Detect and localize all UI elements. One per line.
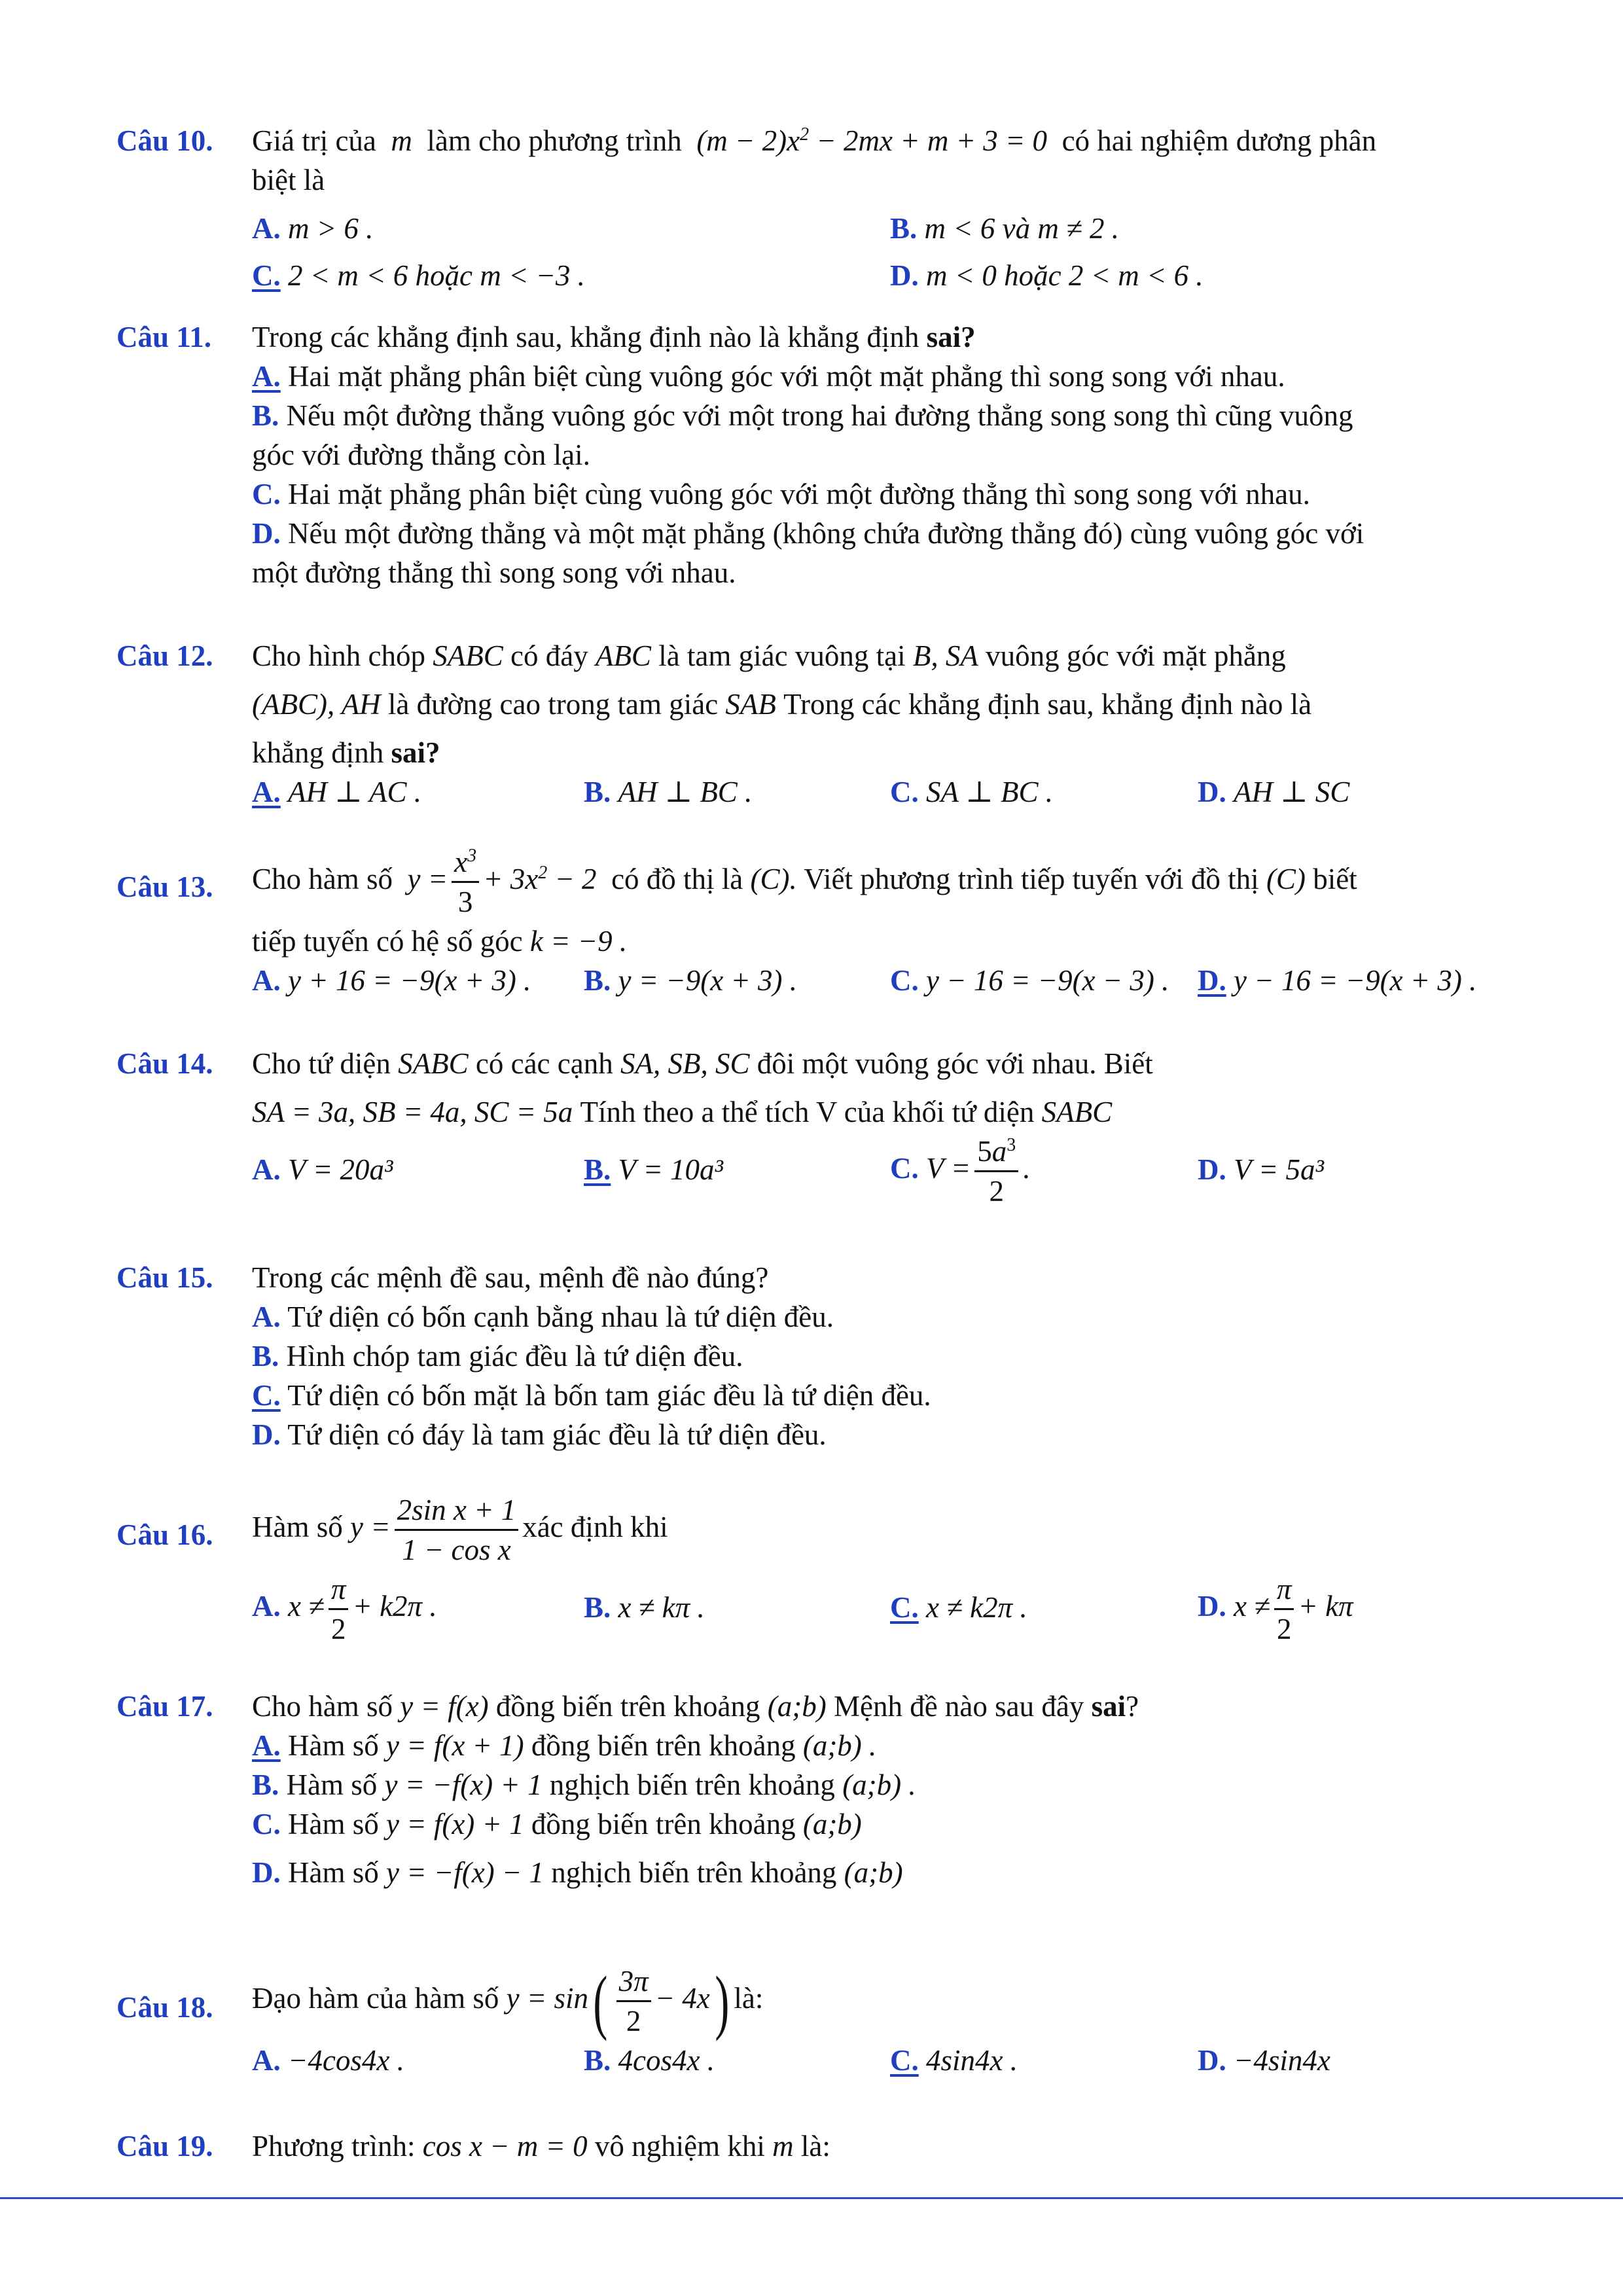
option-d[interactable]: D. y − 16 = −9(x + 3) . [1198, 964, 1477, 997]
options-row [252, 258, 1510, 301]
question-10 [116, 123, 1510, 301]
question-number: Câu 11. [116, 321, 212, 353]
question-stem: Trong các khẳng định sau, khẳng định nào là khẳng định sai? [252, 321, 976, 353]
question-18 [116, 1961, 1510, 2086]
option-d[interactable]: D. Hàm số y = −f(x) − 1 nghịch biến trên khoảng (a;b) [252, 1856, 903, 1889]
question-number: Câu 19. [116, 2130, 213, 2162]
question-number: Câu 15. [116, 1261, 213, 1294]
question-number: Câu 13. [116, 870, 213, 903]
question-stem: Cho hình chóp SABC có đáy ABC là tam giác vuông tại B, SA vuông góc với mặt phẳng [252, 639, 1286, 672]
option-b[interactable]: B. Hình chóp tam giác đều là tứ diện đều. [252, 1340, 743, 1372]
option-b-cont: góc với đường thẳng còn lại. [252, 439, 590, 471]
question-number: Câu 12. [116, 639, 213, 672]
question-stem-cont: tiếp tuyến có hệ số góc k = −9 . [252, 925, 628, 958]
question-number: Câu 17. [116, 1690, 213, 1723]
option-d[interactable]: D. V = 5a³ [1198, 1153, 1325, 1186]
options-row [252, 1571, 1510, 1643]
option-d[interactable]: D. x ≠ $\frac{\pi}{2}$ + kπ [1198, 1573, 1353, 1645]
question-stem: Trong các mệnh đề sau, mệnh đề nào đúng? [252, 1261, 769, 1294]
question-number: Câu 14. [116, 1047, 213, 1080]
option-a[interactable]: A. AH ⊥ AC . [252, 776, 421, 808]
question-14 [116, 1046, 1510, 1206]
option-c[interactable]: C. SA ⊥ BC . [890, 776, 1053, 808]
option-b[interactable]: B. y = −9(x + 3) . [584, 964, 798, 997]
option-c[interactable]: C. 4sin4x . [890, 2044, 1018, 2077]
question-15 [116, 1260, 1510, 1456]
question-16 [116, 1492, 1510, 1643]
option-b[interactable]: B. V = 10a³ [584, 1153, 724, 1186]
question-stem: Phương trình: cos x − m = 0 vô nghiệm khi m là: [252, 2130, 830, 2162]
question-number: Câu 16. [116, 1518, 213, 1551]
question-stem-cont: biệt là [252, 164, 325, 196]
question-19 [116, 2128, 1510, 2168]
footer-rule [0, 2197, 1623, 2199]
option-c[interactable]: C. y − 16 = −9(x − 3) . [890, 964, 1169, 997]
option-a[interactable]: A. x ≠ $\frac{\pi}{2}$ + k2π . [252, 1573, 437, 1645]
option-c[interactable]: C. x ≠ k2π . [890, 1591, 1027, 1624]
options-row [252, 2043, 1510, 2086]
option-b[interactable]: B. AH ⊥ BC . [584, 776, 753, 808]
option-a[interactable]: A. −4cos4x . [252, 2044, 404, 2077]
option-c[interactable]: C. Tứ diện có bốn mặt là bốn tam giác đều là tứ diện đều. [252, 1379, 931, 1412]
option-c[interactable]: C. 2 < m < 6 hoặc m < −3 . [252, 259, 585, 292]
option-d[interactable]: D. Tứ diện có đáy là tam giác đều là tứ diện đều. [252, 1418, 827, 1451]
option-a[interactable]: A. Tứ diện có bốn cạnh bằng nhau là tứ diện đều. [252, 1300, 834, 1333]
option-a[interactable]: A. V = 20a³ [252, 1153, 393, 1186]
option-b[interactable]: B. Nếu một đường thẳng vuông góc với một trong hai đường thẳng song song thì cũng vuông [252, 399, 1353, 432]
option-b[interactable]: B. m < 6 và m ≠ 2 . [890, 212, 1120, 245]
options-row [252, 963, 1510, 1006]
question-stem: Hàm số y = $\frac{\text{2sin x + 1}}{\text{1 − cos x}}$ xác định khi [252, 1494, 668, 1566]
options-row [252, 774, 1510, 817]
question-13 [116, 844, 1510, 1006]
option-d[interactable]: D. Nếu một đường thẳng và một mặt phẳng (không chứa đường thẳng đó) cùng vuông góc với [252, 517, 1364, 550]
option-a[interactable]: A. m > 6 . [252, 212, 374, 245]
option-c[interactable]: C. Hàm số y = f(x) + 1 đồng biến trên khoảng (a;b) [252, 1808, 862, 1840]
question-stem: Cho tứ diện SABC có các cạnh SA, SB, SC đôi một vuông góc với nhau. Biết [252, 1047, 1153, 1080]
question-stem-cont: khẳng định sai? [252, 736, 440, 769]
options-row [252, 1134, 1510, 1206]
option-b[interactable]: B. x ≠ kπ . [584, 1591, 705, 1624]
question-stem: Giá trị của m làm cho phương trình $(m - 2)x^2 - 2mx + m + 3 = 0$ có hai nghiệm dương phân [252, 124, 1377, 157]
option-a[interactable]: A. Hai mặt phẳng phân biệt cùng vuông góc với một mặt phẳng thì song song với nhau. [252, 360, 1285, 393]
question-number: Câu 10. [116, 124, 213, 157]
option-d[interactable]: D. m < 0 hoặc 2 < m < 6 . [890, 259, 1204, 292]
question-number: Câu 18. [116, 1991, 213, 2024]
option-d[interactable]: D. −4sin4x [1198, 2044, 1330, 2077]
option-d-cont: một đường thẳng thì song song với nhau. [252, 556, 736, 589]
option-a[interactable]: A. Hàm số y = f(x + 1) đồng biến trên khoảng (a;b) . [252, 1729, 877, 1762]
question-11 [116, 319, 1510, 594]
option-b[interactable]: B. 4cos4x . [584, 2044, 715, 2077]
options-row [252, 211, 1510, 254]
option-b[interactable]: B. Hàm số y = −f(x) + 1 nghịch biến trên khoảng (a;b) . [252, 1768, 916, 1801]
question-12 [116, 638, 1510, 817]
question-stem: Đạo hàm của hàm số y = sin( $\frac{3\pi}{2}$ − 4x) là: [252, 1961, 764, 2041]
option-c[interactable]: C. Hai mặt phẳng phân biệt cùng vuông góc với một đường thẳng thì song song với nhau. [252, 478, 1310, 511]
question-stem-cont: (ABC), AH là đường cao trong tam giác SAB Trong các khẳng định sau, khẳng định nào là [252, 688, 1312, 721]
option-d[interactable]: D. AH ⊥ SC [1198, 776, 1350, 808]
option-c[interactable]: C. V = $\frac{5a^3}{2}$ . [890, 1135, 1030, 1208]
question-stem: Cho hàm số y = f(x) đồng biến trên khoảng (a;b) Mệnh đề nào sau đây sai? [252, 1690, 1139, 1723]
question-17 [116, 1689, 1510, 1894]
question-stem-cont: SA = 3a, SB = 4a, SC = 5a Tính theo a thể tích V của khối tứ diện SABC [252, 1096, 1113, 1128]
question-stem: Cho hàm số y = $\frac{x^3}{3}$ + $3x^2 - 2$ có đồ thị là (C). Viết phương trình tiếp tuyến với đồ thị (C) biết [252, 846, 1357, 918]
option-a[interactable]: A. y + 16 = −9(x + 3) . [252, 964, 531, 997]
